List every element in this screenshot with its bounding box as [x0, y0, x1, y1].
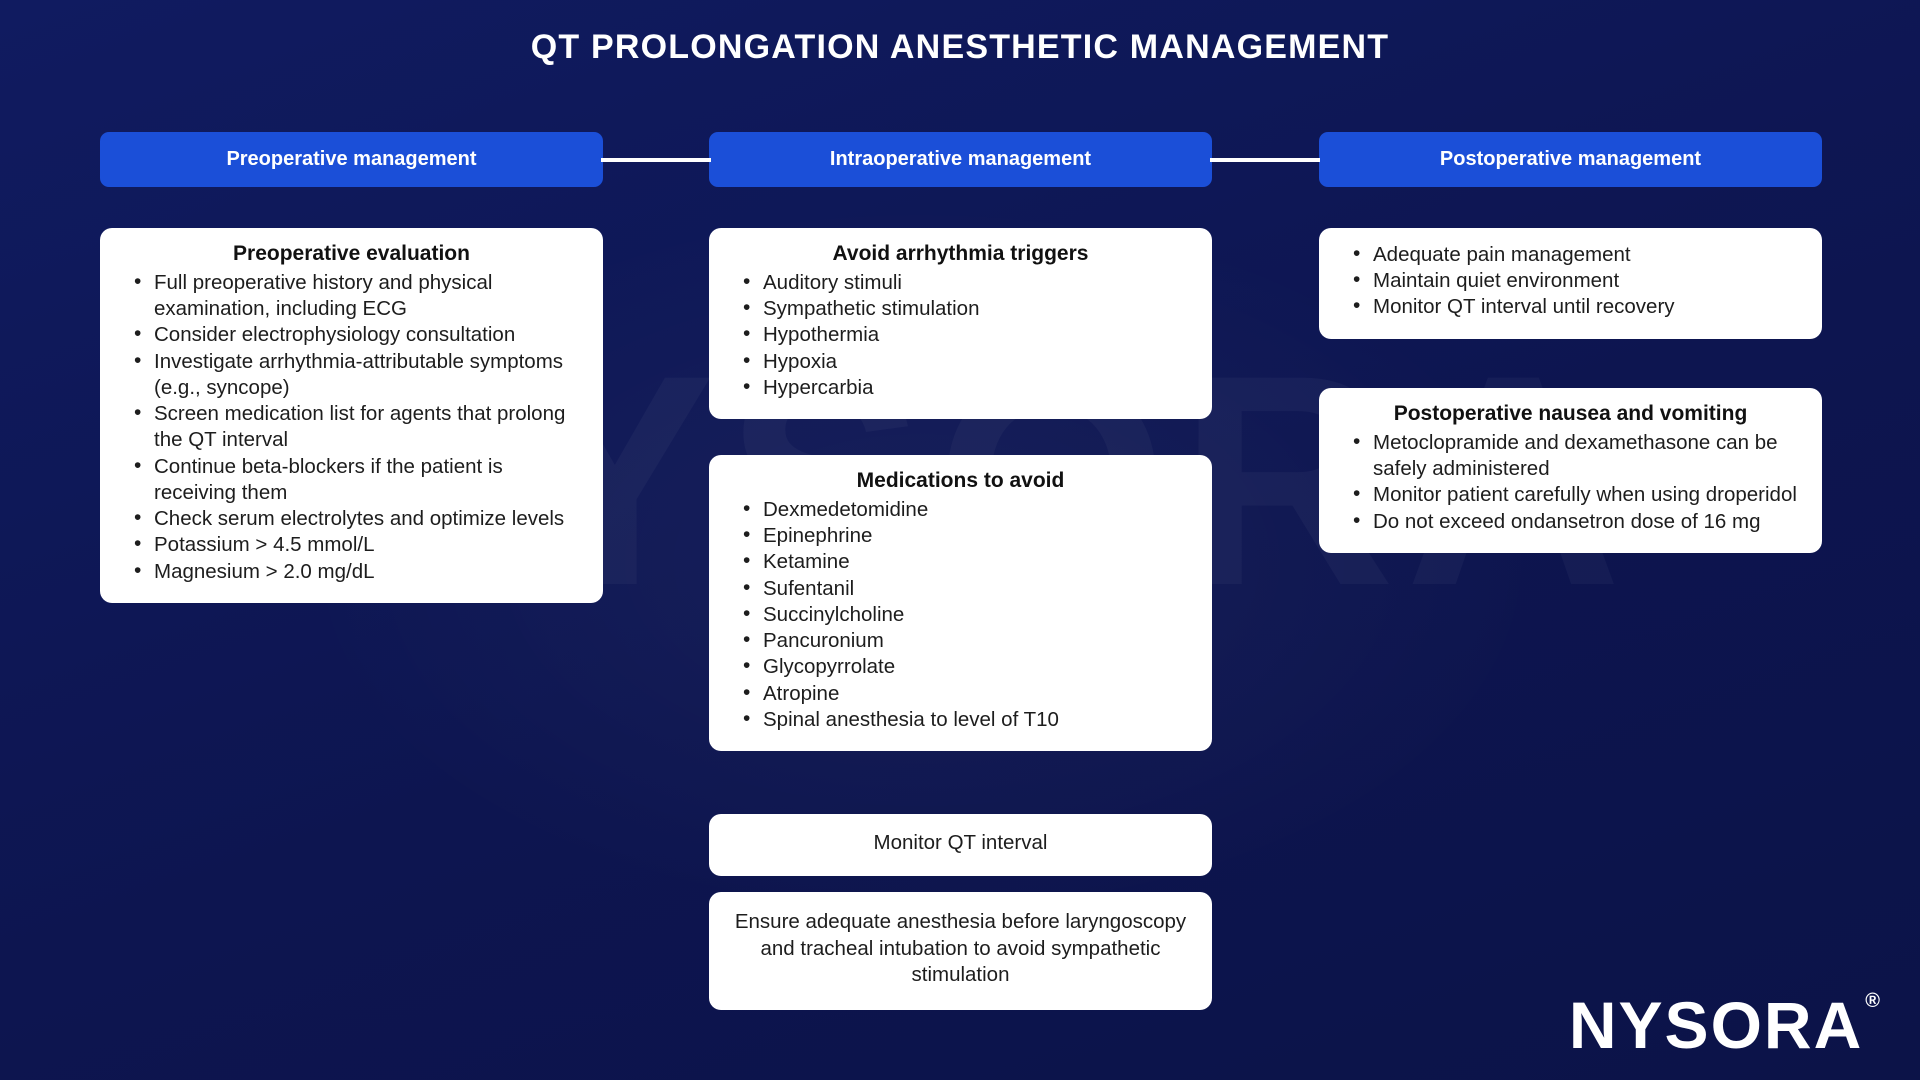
list-item: • Glycopyrrolate: [729, 654, 1192, 680]
card-medications-to-avoid: [709, 455, 1212, 751]
page-title: QT PROLONGATION ANESTHETIC MANAGEMENT: [530, 28, 1390, 66]
list-item: • Hypercarbia: [729, 375, 1192, 401]
column-header-preoperative: Preoperative management: [100, 132, 603, 187]
list-item: • Sufentanil: [729, 576, 1192, 602]
list-item: • Do not exceed ondansetron dose of 16 mg: [1339, 509, 1802, 535]
card-preoperative-evaluation: [100, 228, 603, 603]
list-item: • Atropine: [729, 681, 1192, 707]
list-ponv: [1339, 430, 1802, 535]
list-preoperative-evaluation: [120, 270, 583, 585]
connector-line-left: [601, 158, 711, 162]
list-item: • Sympathetic stimulation: [729, 296, 1192, 322]
list-item: • Magnesium > 2.0 mg/dL: [120, 559, 583, 585]
brand-logo: [1568, 988, 1882, 1062]
list-item: • Continue beta-blockers if the patient is receiving them: [120, 454, 583, 506]
list-item: • Epinephrine: [729, 523, 1192, 549]
list-item: • Spinal anesthesia to level of T10: [729, 707, 1192, 733]
list-item: • Pancuronium: [729, 628, 1192, 654]
card-avoid-arrhythmia-triggers: [709, 228, 1212, 419]
card-monitor-qt-interval: Monitor QT interval: [709, 814, 1212, 876]
list-item: • Investigate arrhythmia-attributable symptoms (e.g., syncope): [120, 349, 583, 401]
list-postoperative: [1339, 242, 1802, 321]
card-heading: Preoperative evaluation: [233, 242, 470, 265]
card-postoperative-nausea-vomiting: [1319, 388, 1822, 553]
list-item: • Auditory stimuli: [729, 270, 1192, 296]
list-item: • Full preoperative history and physical examination, including ECG: [120, 270, 583, 322]
list-item: • Ketamine: [729, 549, 1192, 575]
card-postoperative-management: [1319, 228, 1822, 339]
list-item: • Metoclopramide and dexamethasone can be safely administered: [1339, 430, 1802, 482]
list-item: • Consider electrophysiology consultation: [120, 322, 583, 348]
list-item: • Monitor QT interval until recovery: [1339, 294, 1802, 320]
list-item: • Succinylcholine: [729, 602, 1192, 628]
card-heading: Avoid arrhythmia triggers: [832, 242, 1089, 265]
column-header-intraoperative: Intraoperative management: [709, 132, 1212, 187]
list-item: • Check serum electrolytes and optimize levels: [120, 506, 583, 532]
list-item: • Hypothermia: [729, 322, 1192, 348]
list-item: • Dexmedetomidine: [729, 497, 1192, 523]
list-item: • Screen medication list for agents that prolong the QT interval: [120, 401, 583, 453]
trademark-symbol: ®: [1865, 990, 1882, 1012]
column-header-postoperative: Postoperative management: [1319, 132, 1822, 187]
card-heading: Medications to avoid: [856, 469, 1065, 492]
list-item: • Potassium > 4.5 mmol/L: [120, 532, 583, 558]
list-item: • Hypoxia: [729, 349, 1192, 375]
list-item: • Monitor patient carefully when using droperidol: [1339, 482, 1802, 508]
list-medications-to-avoid: [729, 497, 1192, 733]
card-ensure-adequate-anesthesia: Ensure adequate anesthesia before laryngoscopy and tracheal intubation to avoid sympathetic stimulation: [709, 892, 1212, 1010]
list-avoid-triggers: [729, 270, 1192, 401]
card-heading: Postoperative nausea and vomiting: [1393, 402, 1748, 425]
connector-line-right: [1210, 158, 1320, 162]
list-item: • Adequate pain management: [1339, 242, 1802, 268]
brand-logo-text: NYSORA: [1568, 988, 1864, 1062]
list-item: • Maintain quiet environment: [1339, 268, 1802, 294]
